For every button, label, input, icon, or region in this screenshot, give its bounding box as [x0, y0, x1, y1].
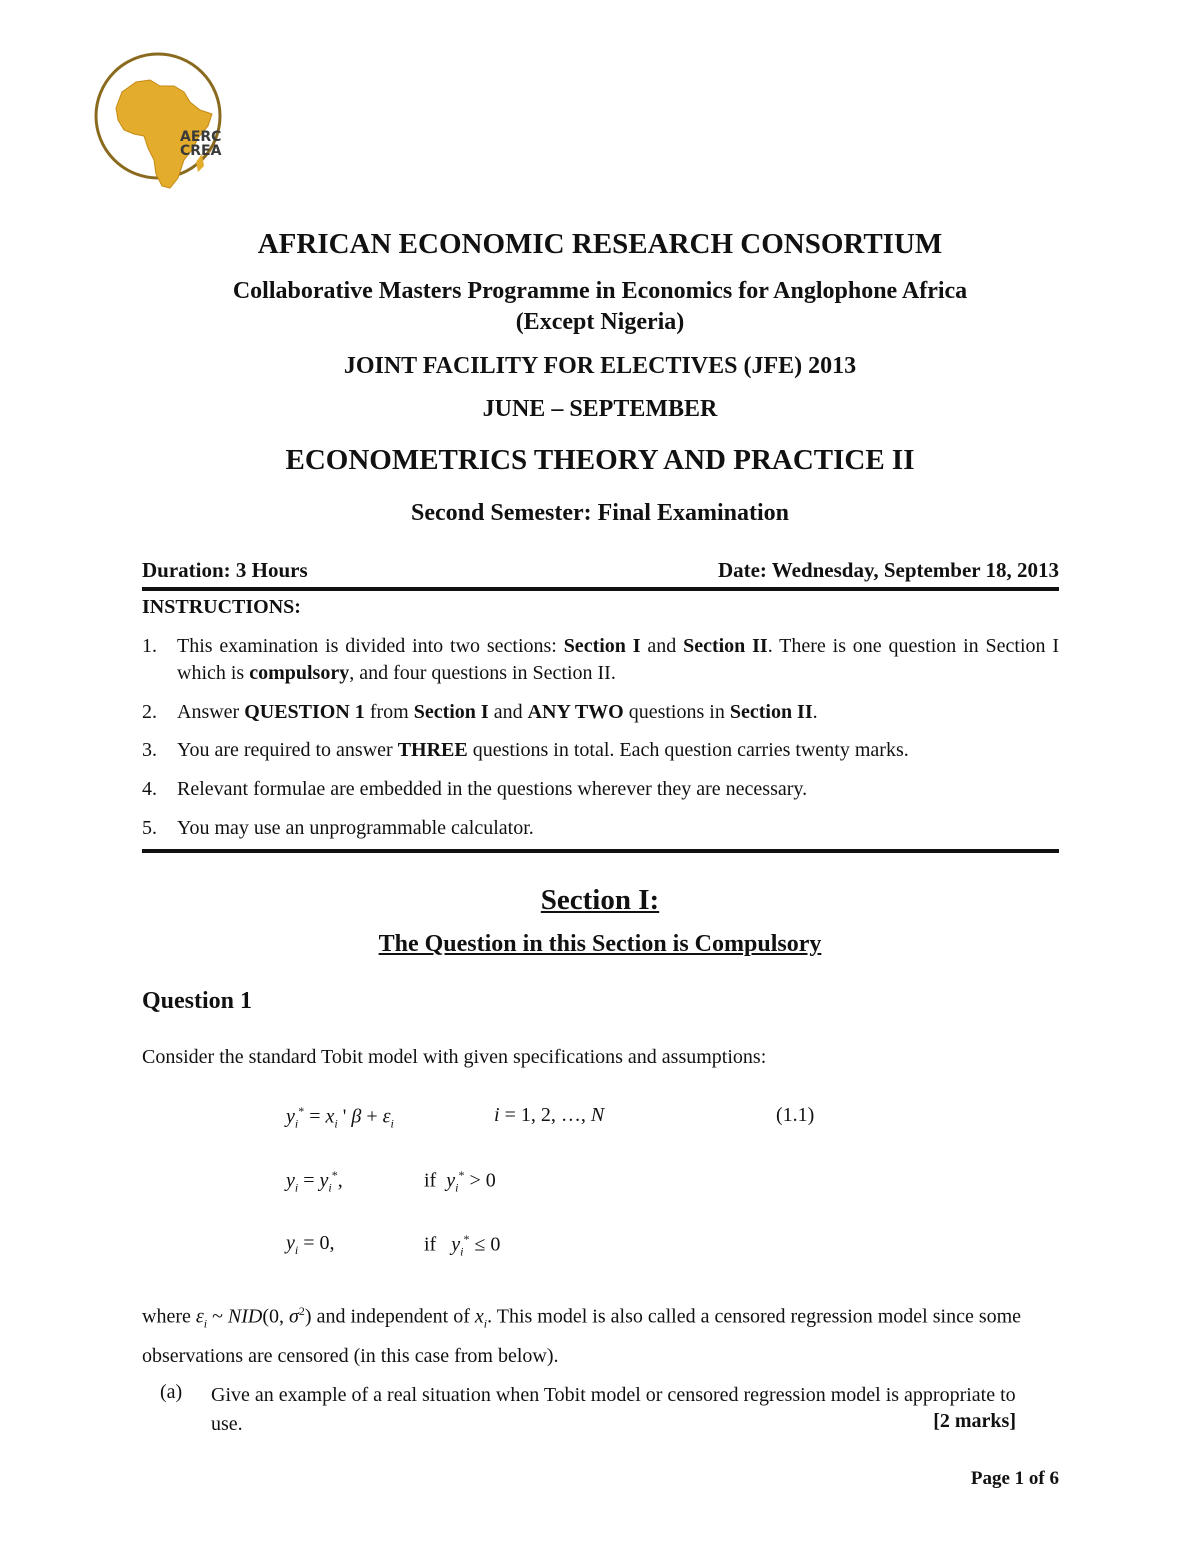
instruction-2 [142, 699, 1059, 726]
org-title: AFRICAN ECONOMIC RESEARCH CONSORTIUM [257, 228, 943, 260]
equation-2: $y_i = y_i^*$, [286, 1168, 343, 1195]
instruction-5 [142, 815, 1059, 842]
instruction-number: 3. [142, 739, 157, 761]
instruction-text: Relevant formulae are embedded in the questions wherever they are necessary. [177, 778, 808, 800]
instruction-text: Answer QUESTION 1 from Section I and ANY TWO questions in Section II. [177, 701, 818, 723]
instruction-1 [142, 633, 1059, 687]
section-title: Section I: [540, 884, 660, 916]
question-intro: Consider the standard Tobit model with given specifications and assumptions: [142, 1046, 767, 1068]
bottom-rule [142, 849, 1059, 853]
where-paragraph: where $\varepsilon_i$ ~ NID(0, $\sigma^2$) and independent of $x_i$. This model is also called a censored regression model since some observations are censored (in this case from below). [142, 1304, 1022, 1367]
exam-date: Date: Wednesday, September 18, 2013 [717, 558, 1059, 582]
equation-2-condition: if $y_i^* > 0$ [424, 1168, 496, 1195]
exam-title: Second Semester: Final Examination [411, 500, 789, 526]
duration: Duration: 3 Hours [142, 558, 308, 582]
equation-3-condition: if $y_i^* \le 0$ [424, 1232, 501, 1259]
part-a-label: (a) [160, 1381, 183, 1403]
instructions-heading: INSTRUCTIONS: [142, 596, 301, 618]
instruction-text: You may use an unprogrammable calculator. [177, 817, 534, 839]
logo-text-aerc: AERC [180, 129, 222, 145]
instruction-number: 1. [142, 635, 157, 657]
part-a-text: Give an example of a real situation when Tobit model or censored regression model is appropriate to use. [211, 1384, 1016, 1435]
section-subtitle: The Question in this Section is Compulsory [378, 931, 822, 957]
instruction-number: 5. [142, 817, 157, 839]
equation-1-label: (1.1) [776, 1104, 815, 1126]
logo-text-crea: CREA [180, 143, 222, 159]
question-title: Question 1 [142, 988, 253, 1014]
programme-line-2: (Except Nigeria) [515, 309, 685, 335]
facility-title: JOINT FACILITY FOR ELECTIVES (JFE) 2013 [343, 353, 857, 379]
instruction-text: This examination is divided into two sections: Section I and Section II. There is one question in Section I which is compulsory, and four questions in Section II. [177, 635, 1059, 684]
page-number: Page 1 of 6 [970, 1468, 1059, 1489]
instruction-3 [142, 737, 1059, 764]
equation-1-range: i = 1, 2, …, N [494, 1104, 605, 1126]
instruction-text: You are required to answer THREE questions in total. Each question carries twenty marks. [177, 739, 909, 761]
equation-3: $y_i = 0$, [286, 1232, 335, 1257]
equation-1: $y_i^* = x_i$ ' $\beta + \varepsilon_i$ [286, 1104, 394, 1131]
africa-map-emblem [88, 50, 233, 195]
instruction-number: 2. [142, 701, 157, 723]
aerc-crea-logo [88, 50, 233, 195]
top-rule [142, 587, 1059, 591]
course-title: ECONOMETRICS THEORY AND PRACTICE II [285, 444, 915, 476]
part-a-marks: [2 marks] [933, 1410, 1016, 1432]
logo-text [180, 130, 221, 158]
instruction-number: 4. [142, 778, 157, 800]
instruction-4 [142, 776, 1059, 803]
programme-line-1: Collaborative Masters Programme in Economics for Anglophone Africa [232, 278, 968, 304]
period-title: JUNE – SEPTEMBER [482, 396, 718, 422]
